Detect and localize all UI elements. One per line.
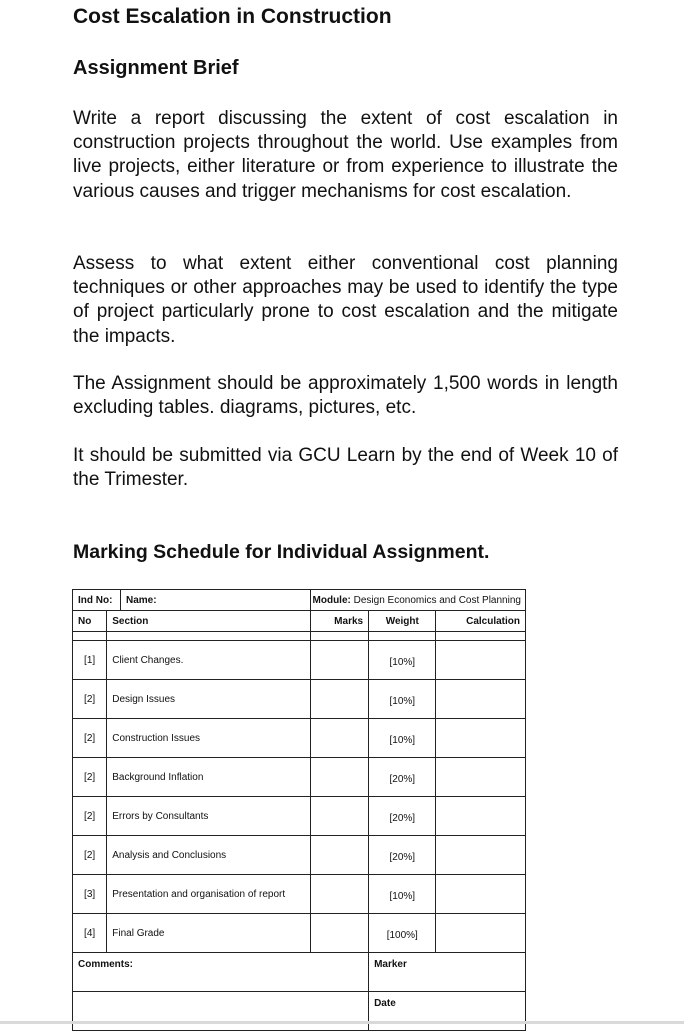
assignment-brief-heading: Assignment Brief [73,57,239,79]
header-section: Section [107,611,310,632]
date-label: Date [369,992,526,1031]
row-calculation-cell[interactable] [436,836,526,875]
row-marks-cell[interactable] [310,797,369,836]
table-row [73,797,526,836]
table-row [73,758,526,797]
row-weight: [10%] [369,641,436,680]
row-no: [2] [73,719,107,758]
ind-no-label: Ind No: [73,590,121,610]
paragraph-assess: Assess to what extent either conventional cost planning techniques or other approaches may be used to identify the type of project particularly prone to cost escalation and the mitigate the impacts. [73,253,618,347]
table-row [73,641,526,680]
row-marks-cell[interactable] [310,914,369,953]
row-no: [3] [73,875,107,914]
row-weight: [100%] [369,914,436,953]
paragraph-submission: It should be submitted via GCU Learn by the end of Week 10 of the Trimester. [73,445,618,491]
paragraph-length: The Assignment should be approximately 1,500 words in length excluding tables. diagrams, pictures, etc. [73,373,618,419]
row-section: Background Inflation [107,758,310,797]
row-weight: [10%] [369,680,436,719]
row-section: Design Issues [107,680,310,719]
row-weight: [20%] [369,836,436,875]
row-no: [2] [73,797,107,836]
row-marks-cell[interactable] [310,836,369,875]
row-section: Final Grade [107,914,310,953]
date-row [73,992,526,1031]
row-calculation-cell[interactable] [436,875,526,914]
row-no: [2] [73,680,107,719]
marking-schedule-table [72,589,526,1031]
comments-field[interactable] [73,992,369,1031]
table-row [73,719,526,758]
row-marks-cell[interactable] [310,641,369,680]
row-calculation-cell[interactable] [436,680,526,719]
comments-row [73,953,526,992]
document-title: Cost Escalation in Construction [73,5,392,28]
module-label: Module: [312,594,351,606]
row-weight: [10%] [369,875,436,914]
table-spacer [73,632,526,641]
module-value: Design Economics and Cost Planning [353,594,521,606]
row-section: Presentation and organisation of report [107,875,310,914]
table-header-row [73,611,526,632]
row-calculation-cell[interactable] [436,719,526,758]
row-marks-cell[interactable] [310,875,369,914]
header-calculation: Calculation [436,611,526,632]
row-section: Construction Issues [107,719,310,758]
marking-schedule-heading: Marking Schedule for Individual Assignment. [73,541,490,563]
row-weight: [20%] [369,797,436,836]
header-no: No [73,611,107,632]
row-calculation-cell[interactable] [436,641,526,680]
row-section: Client Changes. [107,641,310,680]
table-info-row [73,590,526,611]
comments-label: Comments: [73,953,369,992]
row-marks-cell[interactable] [310,758,369,797]
name-label: Name: [126,594,157,606]
row-no: [4] [73,914,107,953]
row-calculation-cell[interactable] [436,758,526,797]
paragraph-report: Write a report discussing the extent of cost escalation in construction projects throughout the world. Use examples from live projects, either literature or from experience to illustrate the various causes and trigger mechanisms for cost escalation. [73,108,618,202]
table-row [73,836,526,875]
row-section: Analysis and Conclusions [107,836,310,875]
marker-label: Marker [369,953,526,992]
row-marks-cell[interactable] [310,719,369,758]
row-no: [1] [73,641,107,680]
table-row [73,680,526,719]
row-weight: [10%] [369,719,436,758]
row-section: Errors by Consultants [107,797,310,836]
header-weight: Weight [369,611,436,632]
header-marks: Marks [310,611,369,632]
row-no: [2] [73,758,107,797]
module-cell [310,590,525,611]
row-weight: [20%] [369,758,436,797]
row-marks-cell[interactable] [310,680,369,719]
row-no: [2] [73,836,107,875]
table-row [73,914,526,953]
row-calculation-cell[interactable] [436,914,526,953]
row-calculation-cell[interactable] [436,797,526,836]
table-row [73,875,526,914]
